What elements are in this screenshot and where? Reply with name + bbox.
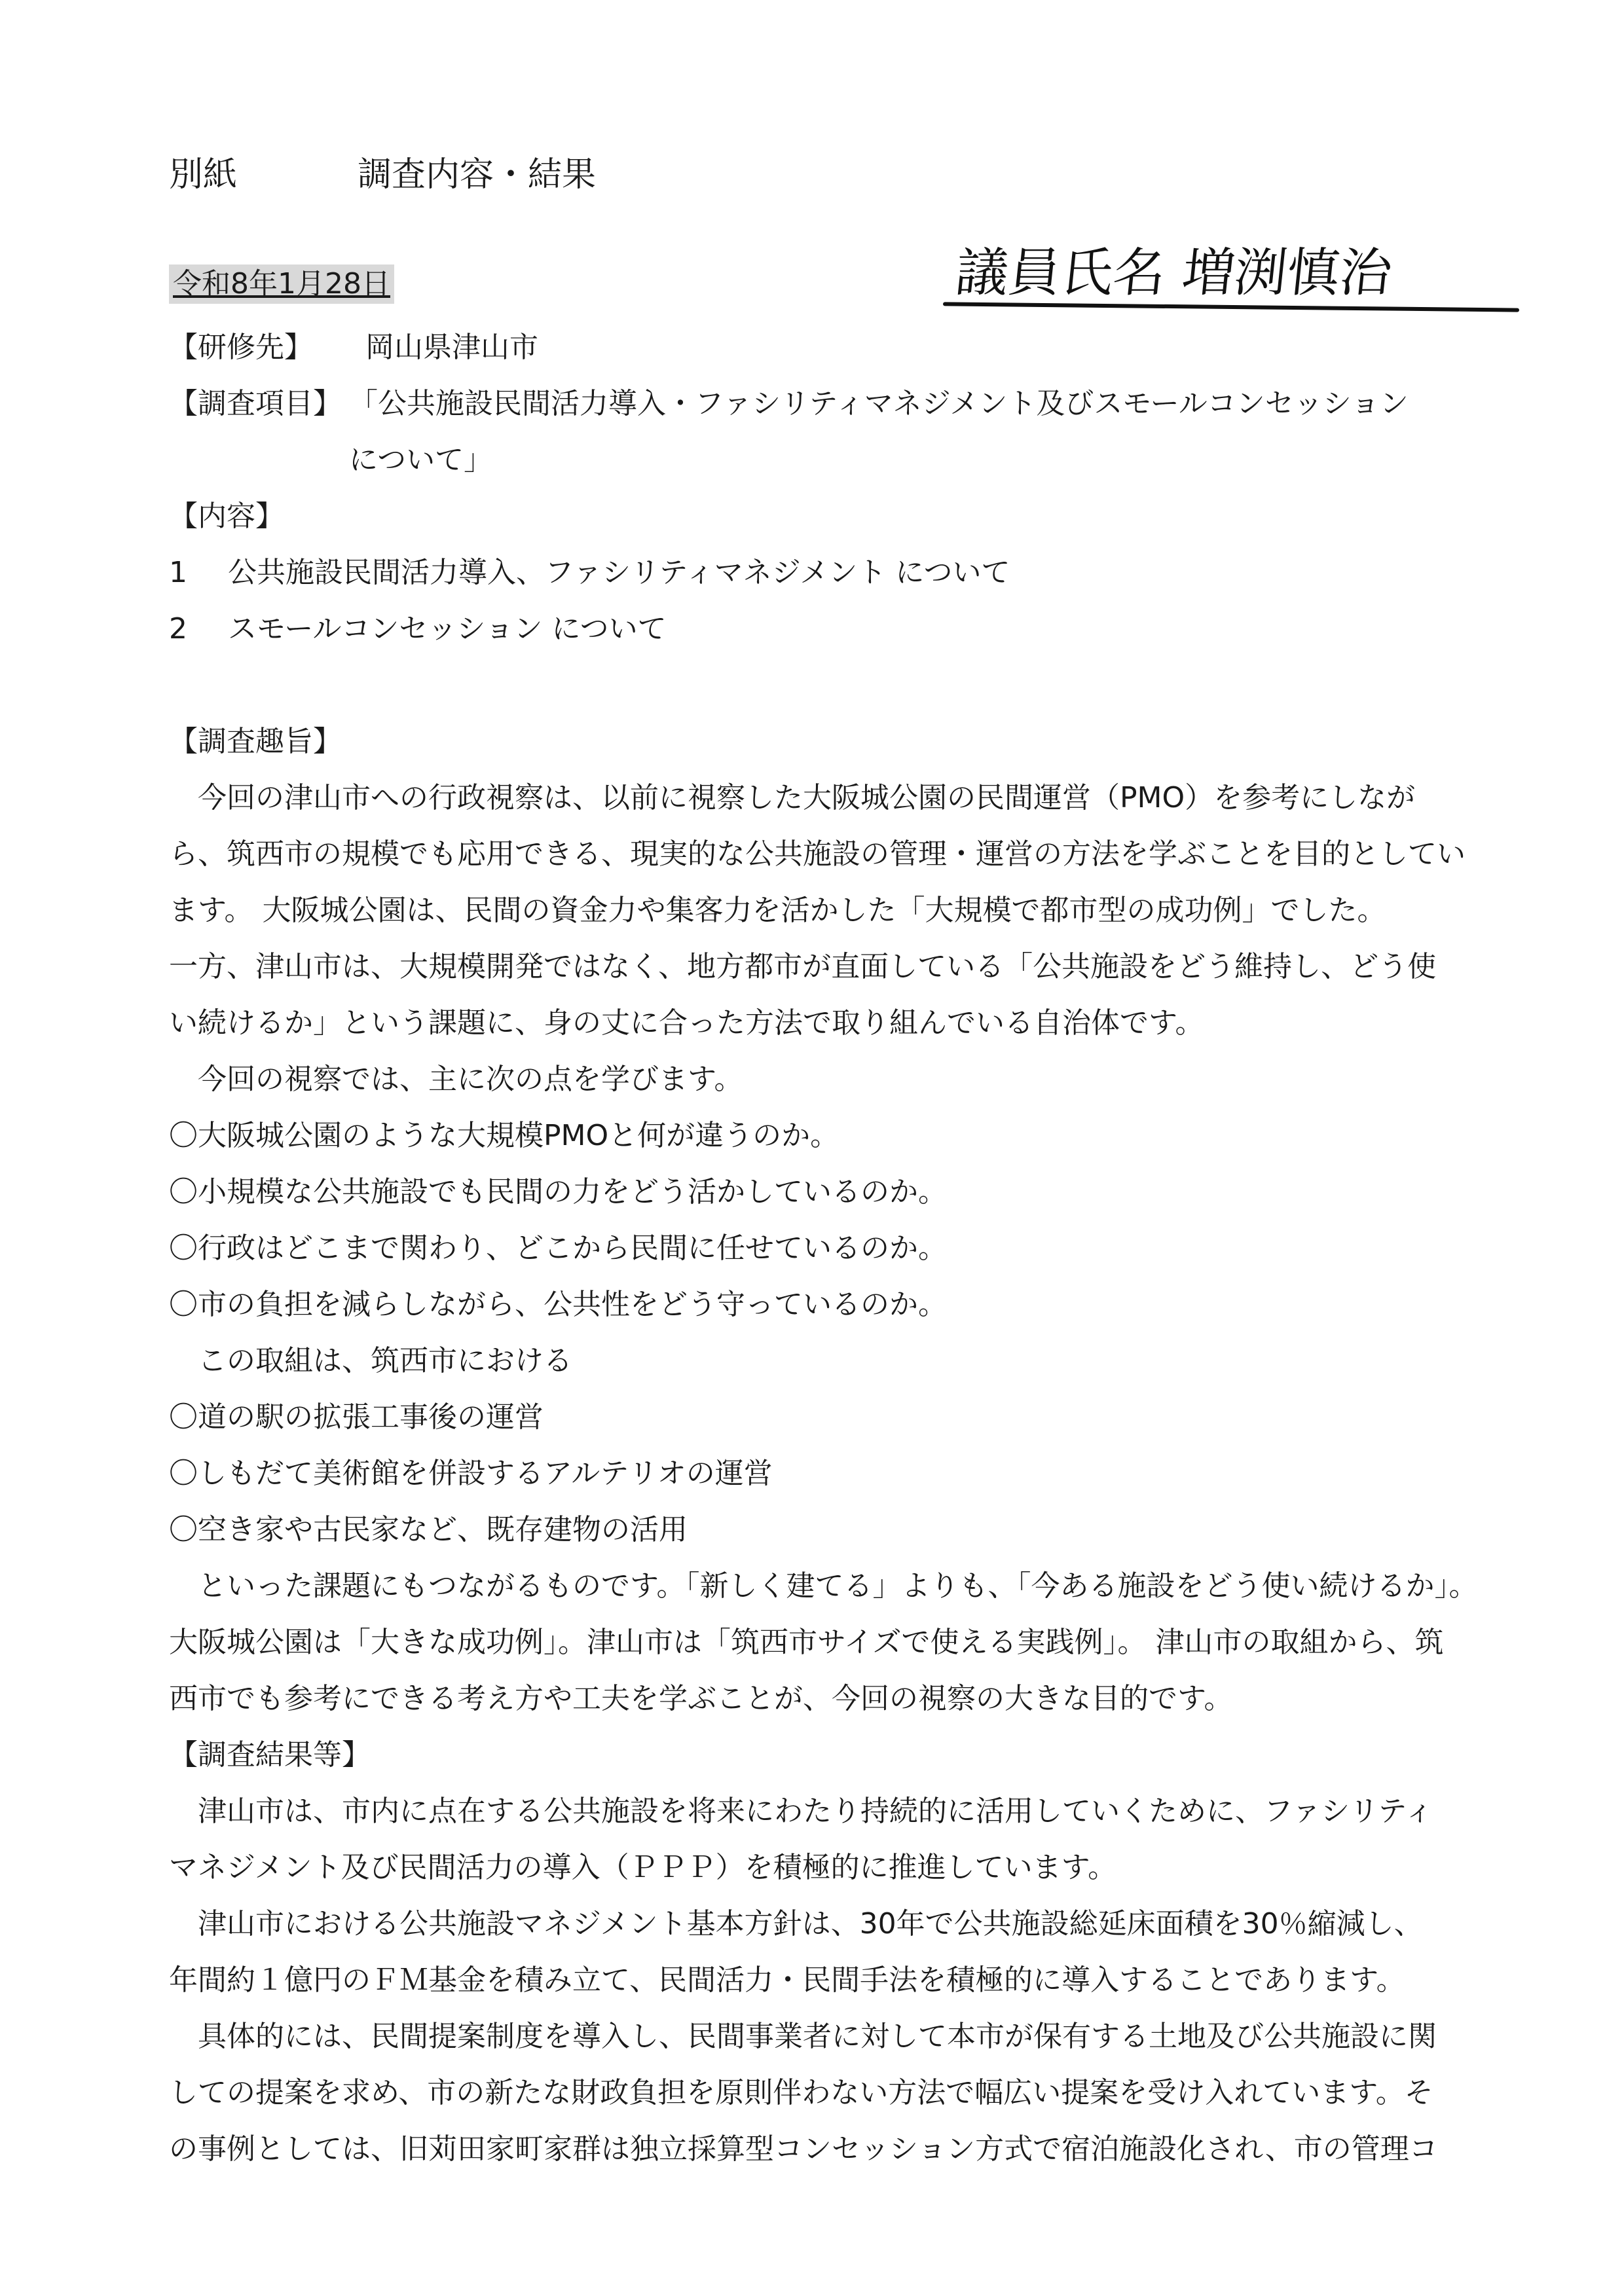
spacer	[169, 657, 1498, 714]
paragraph-line: の事例としては、旧苅田家町家群は独立採算型コンセッション方式で宿泊施設化され、市の管理コ	[169, 2132, 1438, 2166]
paragraph-line: ら、筑西市の規模でも応用できる、現実的な公共施設の管理・運営の方法を学ぶことを目的としてい	[169, 837, 1466, 871]
contents-item-text: スモールコンセッション について	[228, 612, 667, 646]
paragraph-line: といった課題にもつながるものです。「新しく建てる」よりも、「今ある施設をどう使い続けるか」。	[198, 1569, 1478, 1603]
contents-label: 【内容】	[169, 500, 284, 533]
bullet-line: 〇市の負担を減らしながら、公共性をどう守っているのか。	[169, 1288, 947, 1321]
attachment-label: 別紙	[169, 155, 238, 194]
paragraph-line: 西市でも参考にできる考え方や工夫を学ぶことが、今回の視察の大きな目的です。	[169, 1682, 1233, 1715]
report-date: 令和8年1月28日	[169, 264, 394, 304]
paragraph-line: しての提案を求め、市の新たな財政負担を原則伴わない方法で幅広い提案を受け入れています。そ	[169, 2076, 1433, 2109]
bullet-line: 〇大阪城公園のような大規模PMOと何が違うのか。	[169, 1119, 840, 1152]
training-label: 【研修先】	[169, 331, 313, 364]
paragraph-line: マネジメント及び民間活力の導入（ＰＰＰ）を積極的に推進しています。	[169, 1851, 1117, 1884]
paragraph-line: 一方、津山市は、大規模開発ではなく、地方都市が直面している「公共施設をどう維持し、どう使	[169, 950, 1437, 983]
paragraph-line: 具体的には、民間提案制度を導入し、民間事業者に対して本市が保有する土地及び公共施設に関	[198, 2020, 1437, 2053]
paragraph-line: 今回の視察では、主に次の点を学びます。	[198, 1063, 743, 1096]
contents-item-number: 1	[169, 556, 187, 589]
paragraph-line: この取組は、筑西市における	[198, 1344, 572, 1377]
document-title: 調査内容・結果	[358, 155, 597, 194]
survey-item-label: 【調査項目】	[169, 387, 342, 420]
training-row	[169, 319, 1498, 376]
contents-item-text: 公共施設民間活力導入、ファシリティマネジメント について	[228, 556, 1010, 589]
purpose-label: 【調査趣旨】	[169, 725, 342, 758]
contents-item-number: 2	[169, 612, 187, 646]
bullet-line: 〇空き家や古民家など、既存建物の活用	[169, 1513, 688, 1546]
document-body	[169, 319, 1498, 2178]
paragraph-line: い続けるか」という課題に、身の丈に合った方法で取り組んでいる自治体です。	[169, 1006, 1204, 1040]
bullet-line: 〇道の駅の拡張工事後の運営	[169, 1400, 544, 1434]
paragraph-line: 津山市における公共施設マネジメント基本方針は、30年で公共施設総延床面積を30％縮減し、	[198, 1907, 1423, 1941]
member-signature	[943, 237, 1519, 316]
survey-item-line1: 「公共施設民間活力導入・ファシリティマネジメント及びスモールコンセッション	[349, 387, 1409, 420]
paragraph-line: ます。 大阪城公園は、民間の資金力や集客力を活かした「大規模で都市型の成功例」でした。	[169, 894, 1386, 927]
bullet-line: 〇行政はどこまで関わり、どこから民間に任せているのか。	[169, 1231, 947, 1265]
survey-item-row	[169, 376, 1498, 432]
survey-item-line2: について」	[349, 443, 493, 477]
paragraph-line: 今回の津山市への行政視察は、以前に視察した大阪城公園の民間運営（PMO）を参考にしなが	[198, 781, 1416, 814]
paragraph-line: 大阪城公園は「大きな成功例」。津山市は「筑西市サイズで使える実践例」。 津山市の取組から、筑	[169, 1626, 1444, 1659]
paragraph-line: 津山市は、市内に点在する公共施設を将来にわたり持続的に活用していくために、ファシリティ	[198, 1795, 1433, 1828]
contents-item	[169, 545, 1498, 601]
bullet-line: 〇小規模な公共施設でも民間の力をどう活かしているのか。	[169, 1175, 947, 1209]
training-value: 岡山県津山市	[365, 331, 538, 364]
signature-handwriting: 議員氏名 増渕慎治	[953, 242, 1395, 303]
results-label: 【調査結果等】	[169, 1738, 371, 1772]
paragraph-line: 年間約１億円のＦＭ基金を積み立て、民間活力・民間手法を積極的に導入することであります。	[169, 1963, 1405, 1997]
contents-item	[169, 601, 1498, 657]
bullet-line: 〇しもだて美術館を併設するアルテリオの運営	[169, 1457, 773, 1490]
